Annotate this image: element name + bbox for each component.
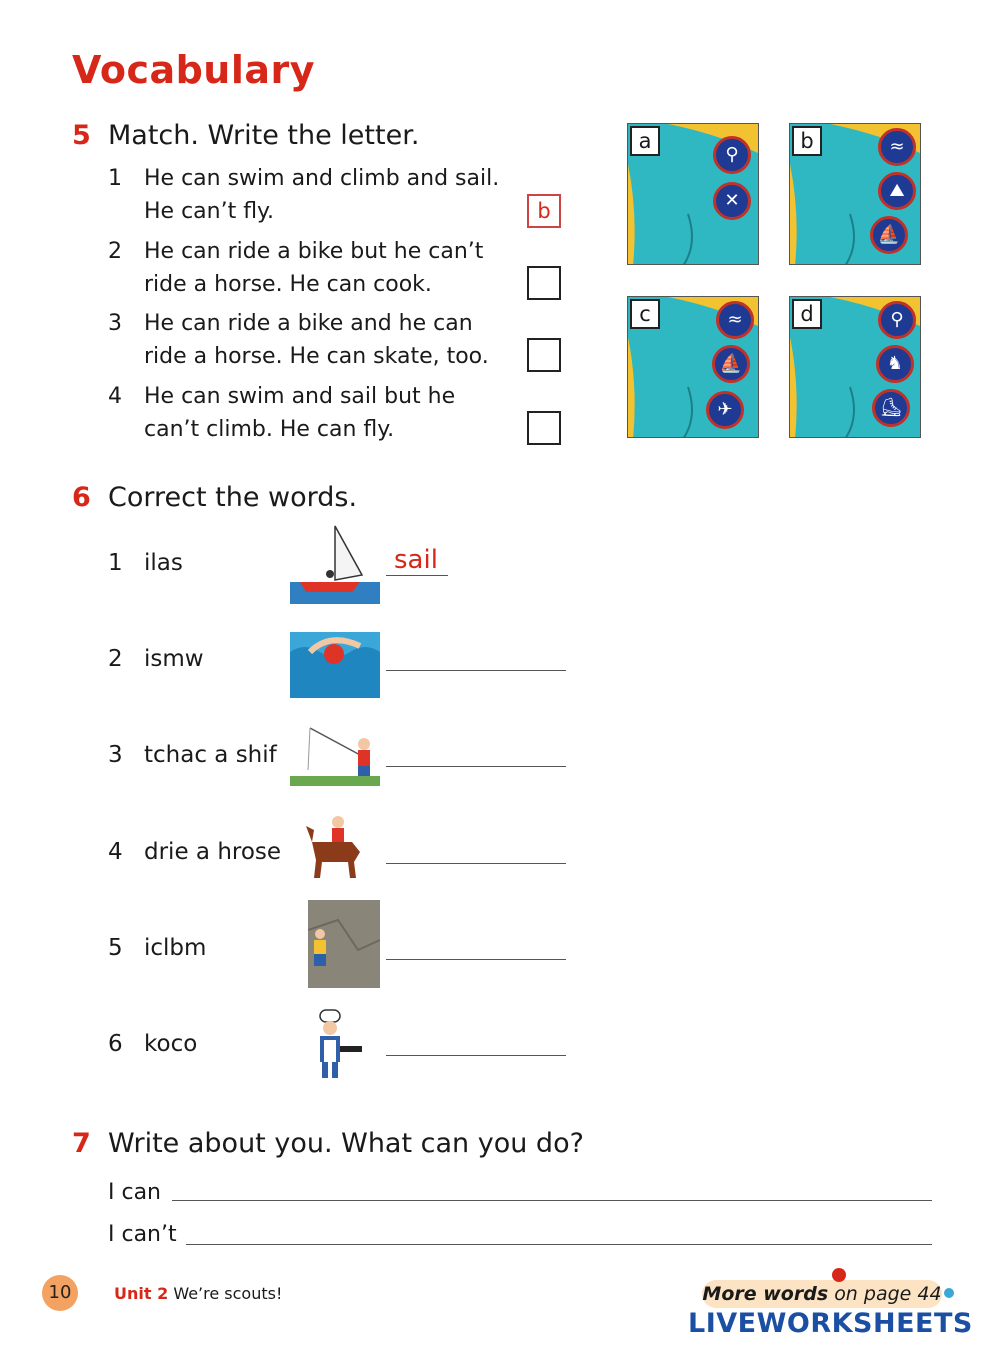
more-words-rest: on page 44 (834, 1283, 942, 1305)
panel-label: d (792, 299, 822, 329)
exercise-6-instruction: Correct the words. (108, 482, 358, 513)
brand-logo: LIVEWORKSHEETS (688, 1308, 973, 1339)
word-number: 2 (108, 646, 123, 672)
exercise-7-number: 7 (72, 1128, 91, 1159)
item-number: 2 (108, 239, 122, 264)
word-number: 6 (108, 1031, 123, 1057)
item-line-1: He can ride a bike but he can’t (144, 239, 484, 264)
exercise-6-number: 6 (72, 482, 91, 513)
word-number: 4 (108, 839, 123, 865)
item-line-2: can’t climb. He can fly. (144, 417, 395, 442)
answer-text: sail (394, 545, 438, 575)
red-dot-icon (832, 1268, 846, 1282)
item-number: 3 (108, 311, 122, 336)
answer-line-1[interactable] (386, 547, 448, 576)
blue-dot-icon (944, 1288, 954, 1298)
i-can-label: I can (108, 1180, 162, 1205)
i-cant-line[interactable] (186, 1222, 932, 1245)
scout-panel-d (789, 296, 921, 438)
unit-label (114, 1284, 282, 1303)
panel-label: b (792, 126, 822, 156)
scout-panel-c (627, 296, 759, 438)
panel-label: a (630, 126, 660, 156)
more-words-bold: More words (702, 1283, 829, 1305)
scrambled-word: iclbm (144, 935, 207, 961)
scrambled-word: koco (144, 1031, 198, 1057)
scrambled-word: drie a hrose (144, 839, 282, 865)
horse-icon: ♞ (876, 345, 914, 383)
sail-icon: ⛵ (712, 345, 750, 383)
sail-picture (290, 520, 380, 604)
match-item-3 (108, 307, 508, 373)
word-number: 3 (108, 742, 123, 768)
match-item-4 (108, 380, 508, 446)
answer-line-5[interactable] (386, 935, 566, 960)
bike-icon: ⚲ (713, 136, 751, 174)
scout-panel-a (627, 123, 759, 265)
sail-icon: ⛵ (870, 216, 908, 254)
item-line-2: ride a horse. He can cook. (144, 272, 432, 297)
item-line-1: He can swim and sail but he (144, 384, 456, 409)
cook-icon: ✕ (713, 182, 751, 220)
panel-label: c (630, 299, 660, 329)
skate-icon: ⛸ (872, 389, 910, 427)
bike-icon: ⚲ (878, 301, 916, 339)
climb-picture (308, 900, 380, 988)
answer-line-3[interactable] (386, 742, 566, 767)
answer-box-3[interactable] (527, 338, 561, 372)
plane-icon: ✈ (706, 391, 744, 429)
item-line-2: He can’t fly. (144, 199, 274, 224)
match-item-2 (108, 235, 508, 301)
scrambled-word: ilas (144, 550, 183, 576)
swim-icon: ≈ (716, 301, 754, 339)
horse-picture (304, 812, 370, 882)
fishing-picture (290, 722, 380, 788)
item-line-2: ride a horse. He can skate, too. (144, 344, 489, 369)
i-can-line[interactable] (172, 1178, 932, 1201)
page-title: Vocabulary (72, 48, 316, 92)
exercise-5-number: 5 (72, 120, 91, 151)
exercise-5-instruction: Match. Write the letter. (108, 120, 420, 151)
i-cant-label: I can’t (108, 1222, 177, 1247)
word-number: 1 (108, 550, 123, 576)
swim-icon: ≈ (878, 128, 916, 166)
answer-box-1[interactable]: b (527, 194, 561, 228)
cook-picture (308, 1008, 366, 1082)
item-number: 4 (108, 384, 122, 409)
answer-line-6[interactable] (386, 1031, 566, 1056)
answer-box-2[interactable] (527, 266, 561, 300)
answer-box-4[interactable] (527, 411, 561, 445)
more-words-link[interactable] (702, 1280, 942, 1308)
scout-panel-b (789, 123, 921, 265)
item-line-1: He can swim and climb and sail. (144, 166, 500, 191)
unit-number: Unit 2 (114, 1284, 169, 1303)
scrambled-word: ismw (144, 646, 204, 672)
climb-icon: ⛰ (878, 172, 916, 210)
unit-title: We’re scouts! (173, 1284, 283, 1303)
item-line-1: He can ride a bike and he can (144, 311, 473, 336)
exercise-7-instruction: Write about you. What can you do? (108, 1128, 584, 1159)
answer-line-4[interactable] (386, 839, 566, 864)
swim-picture (290, 632, 380, 698)
item-number: 1 (108, 166, 122, 191)
scrambled-word: tchac a shif (144, 742, 277, 768)
match-item-1 (108, 162, 508, 228)
answer-line-2[interactable] (386, 646, 566, 671)
page-number: 10 (42, 1275, 78, 1311)
word-number: 5 (108, 935, 123, 961)
